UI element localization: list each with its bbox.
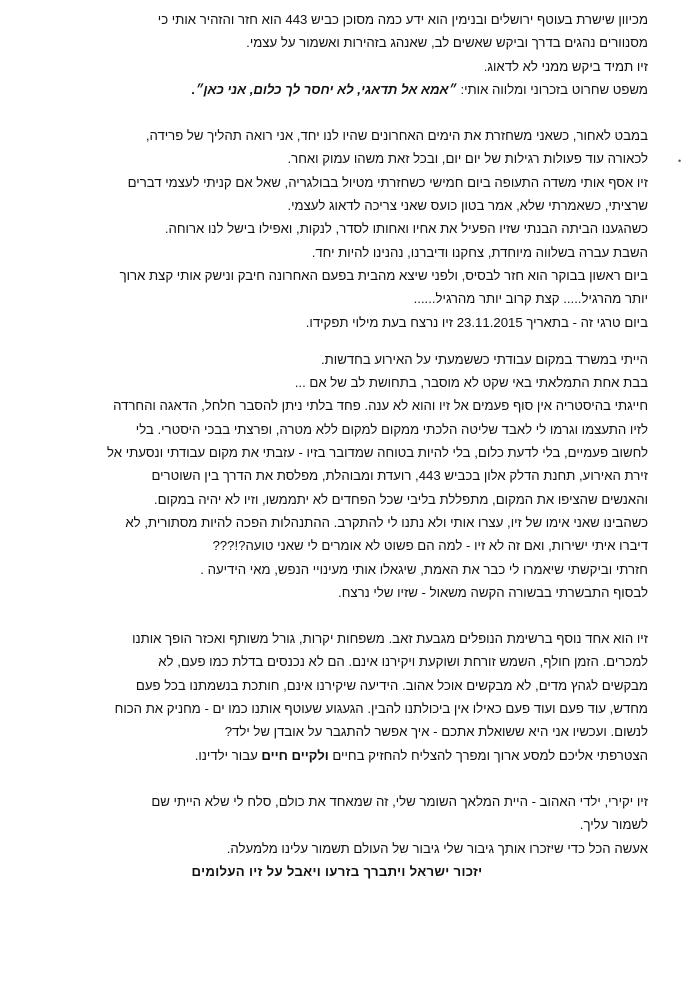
text-line: השבת עברה בשלווה מיוחדת, צחקנו ודיברנו, נהנינו להיות יחד. [311,244,648,260]
text-line: לכאורה עוד פעולות רגילות של יום יום, ובכל זאת משהו עמוק ואחר. [287,151,648,167]
text-line: כשהבינו שאני אימו של זיו, עצרו אותי ולא נתנו לי להתקרב. ההתנהלות הפכה להיות מסתורית, לא [125,514,648,530]
quote-intro: משפט שחרוט בזכרוני ומלווה אותי: [456,81,648,97]
closing-memorial-line: יזכור ישראל ויתברך בזרעו ויאבל על זיו העלומים [191,863,483,879]
text-line: זיו תמיד ביקש ממני לא לדאוג. [483,58,648,74]
text-line: זיו יקירי, ילדי האהוב - היית המלאך השומר שלי, זה שמאחד את כולם, סלח לי שלא הייתי שם [151,793,648,809]
text-line: ביום ראשון בבוקר הוא חזר לבסיס, ולפני שיצא מהבית בפעם האחרונה חיבק ונישק אותי קצת ארוך [119,267,648,283]
text-line: והאנשים שהציפו את המקום, מתפללת בליבי שכל הפחדים לא יתממשו, וזיו לא יהיה במקום. [153,491,648,507]
text-span: הצטרפתי אליכם למסע ארוך ומפרך להצליח להחזיק בחיים [328,747,648,763]
text-line: במבט לאחור, כשאני משחזרת את הימים האחרונים שהיו לנו יחד, אני רואה תהליך של פרידה, [145,128,648,144]
margin-mark: • [678,156,682,166]
emphasis-text: ולקיים חיים [261,747,329,763]
text-line: מבקשים לגהץ מדים, לא מבקשים אוכל אהוב. הידיעה שיקירנו אינם, חותכת בנשמתנו בכל פעם [135,677,648,693]
text-line: בבת אחת התמלאתי באי שקט לא מוסבר, בתחושת לב של אם ... [294,375,648,391]
paragraph-gap [26,767,648,790]
paragraph-road-warning [26,8,648,101]
text-line: לנשום. ועכשיו אני היא ששואלת אתכם - איך אפשר להתגבר על אובדן של ילד? [224,724,648,740]
quote-line [26,78,648,101]
paragraph-gap [26,604,648,627]
text-line: ביום טרגי זה - בתאריך 23.11.2015 זיו נרצח בעת מילוי תפקידו. [305,314,648,330]
text-line: לחשוב פעמיים, בלי לדעת כלום, בלי להיות בטוחה שמדובר בזיו - עזבתי את מקום עבודתי ונסעתי אל [107,445,648,461]
text-line: למכרים. הזמן חולף, השמש זורחת ושוקעת ויקירנו אינם. הם לא נכנסים בדלת כמו פעם, לא [158,654,648,670]
text-line: הייתי במשרד במקום עבודתי כששמעתי על האירוע בחדשות. [321,351,648,367]
text-line: זיו הוא אחד נוסף ברשימת הנופלים מגבעת זאב. משפחות יקרות, גורל משותף ואכזר הופך אותנו [132,631,648,647]
text-line-mixed [26,744,648,767]
text-line: חזרתי וביקשתי שיאמרו לי כבר את האמת, שיגאלו אותי מעינויי הנפש, מאי הידיעה . [200,561,648,577]
quote-text: ״אמא אל תדאגי, לא יחסר לך כלום, אני כאן״. [191,81,457,97]
text-line: דיברו איתי ישירות, ואם זה לא זיו - למה הם פשוט לא אומרים לי שאני טועה?!??? [212,538,648,554]
paragraph-farewell [26,790,648,860]
paragraph-bereaved-families [26,627,648,767]
paragraph-the-news [26,348,648,604]
text-line: אעשה הכל כדי שיזכרו אותך גיבור שלי גיבור של העולם תשמור עלינו מלמעלה. [226,840,648,856]
text-line: לשמור עליך. [579,817,648,833]
text-line: כשהגענו הביתה הבנתי שזיו הפעיל את אחיו ואחותו לסדר, לנקות, ואפילו בישל לנו ארוחה. [164,221,648,237]
text-line: מכיוון שישרת בעוטף ירושלים ובנימין הוא ידע כמה מסוכן כביש 443 הוא חזר והזהיר אותי כי [157,12,648,27]
text-line: זיו אסף אותי משדה התעופה ביום חמישי כשחזרתי מטיול בבולגריה, שאל אם קניתי לעצמי דברים [127,174,648,190]
text-line: מסנוורים נהגים בדרך וביקש שאשים לב, שאנהג בזהירות ואשמור על עצמי. [246,35,648,51]
text-line: חייגתי בהיסטריה אין סוף פעמים אל זיו והוא לא ענה. פחד בלתי ניתן להסבר חלחל, הדאגה והחרדה [113,398,648,414]
text-line: יותר מהרגיל..... קצת קרוב יותר מהרגיל...... [413,291,648,307]
text-line: לזיו התעצמו וגרמו לי לאבד שליטה הלכתי ממקום למקום ללא מטרה, ופרצתי בבכי היסטרי. בלי [135,421,648,437]
text-line: לבסוף התבשרתי בבשורה הקשה משאול - שזיו שלי נרצח. [338,584,648,600]
text-line: שרציתי, כשאמרתי שלא, אמר בטון כועס שאני צריכה לדאוג לעצמי. [287,198,648,214]
text-line: מחדש, עוד פעם ועוד פעם כאילו אין ביכולתנו להבין. הגעגוע שעוטף אותנו כמו ים - מחניק את הכוח [114,701,648,717]
text-line: זירת האירוע, תחנת הדלק אלון בכביש 443, רועדת ומבוהלת, מפלסת את הדרך בין השוטרים [151,468,648,484]
paragraph-gap [26,334,648,348]
paragraph-gap [26,101,648,124]
text-span: עבור ילדינו. [194,747,262,763]
paragraph-last-days [26,124,648,334]
